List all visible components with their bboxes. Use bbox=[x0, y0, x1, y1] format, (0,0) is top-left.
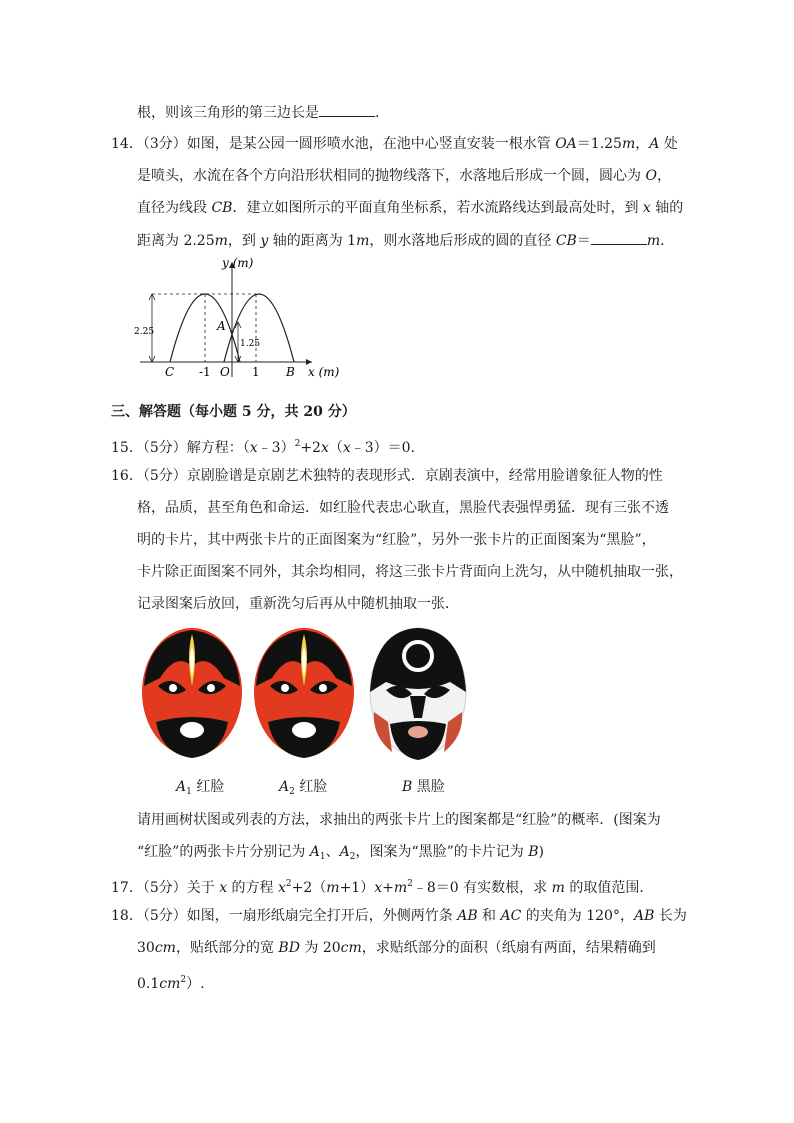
point-o-label: O bbox=[220, 365, 230, 379]
point-a-label: A bbox=[217, 319, 226, 333]
q14-line-4: 距离为 2.25m，到 y 轴的距离为 1m，则水落地后形成的圆的直径 CB＝ m． bbox=[137, 230, 674, 251]
q16-line-3: 明的卡片，其中两张卡片的正面图案为“红脸”，另外一张卡片的正面图案为“黑脸”， bbox=[137, 532, 656, 548]
question-score: （3分） bbox=[142, 136, 187, 152]
q16-line-4: 卡片除正面图案不同外，其余均相同，将这三张卡片背面向上洗匀，从中随机抽取一张， bbox=[137, 564, 683, 580]
q16-line-2: 格，品质，甚至角色和命运．如红脸代表忠心耿直，黑脸代表强悍勇猛．现有三张不透 bbox=[137, 500, 669, 516]
tick-1-label: 1 bbox=[252, 365, 260, 379]
q16-line-1: 16．（5分）京剧脸谱是京剧艺术独特的表现形式．京剧表演中，经常用脸谱象征人物的性 bbox=[111, 468, 663, 484]
tick-neg1-label: -1 bbox=[199, 365, 211, 379]
card-b-caption: B 黑脸 bbox=[402, 779, 445, 795]
answer-blank bbox=[591, 230, 647, 245]
q14-line-3: 直径为线段 CB．建立如图所示的平面直角坐标系，若水流路线达到最高处时，到 x 轴的 bbox=[137, 200, 684, 216]
pipe-label: 1.25 bbox=[240, 339, 261, 349]
section-3-title: 三、解答题（每小题 5 分，共 20 分） bbox=[111, 404, 356, 420]
left-parabola bbox=[170, 294, 240, 362]
q17-line: 17．（5分）关于 x 的方程 $x^2+2(m+1)x+m^2﹣8=0$ 有实数根，求 m 的取值范围． bbox=[111, 879, 654, 896]
q18-line-2: 30cm，贴纸部分的宽 BD 为 20cm，求贴纸部分的面积（纸扇有两面，结果精确到 bbox=[137, 940, 656, 956]
y-axis-label: y (m) bbox=[222, 256, 254, 270]
q13-text: 根，则该三角形的第三边长是 bbox=[137, 105, 319, 121]
question-score: （5分） bbox=[142, 468, 187, 484]
question-number: 17． bbox=[111, 880, 143, 896]
question-number: 18． bbox=[111, 908, 143, 924]
point-c-label: C bbox=[165, 365, 175, 379]
height-label: 2.25 bbox=[134, 327, 155, 337]
question-number: 15． bbox=[111, 440, 143, 456]
q16-after-line-2: “红脸”的两张卡片分别记为 $A_1$、$A_2$，图案为“黑脸”的卡片记为 B) bbox=[137, 844, 545, 862]
red-face-mask-2 bbox=[250, 626, 358, 762]
point-b-label: B bbox=[286, 365, 295, 379]
right-parabola bbox=[224, 294, 294, 362]
question-number: 16． bbox=[111, 468, 143, 484]
x-axis-label: x (m) bbox=[308, 365, 340, 379]
black-face-mask bbox=[366, 626, 470, 762]
question-score: （5分） bbox=[142, 880, 187, 896]
q14-line-2: 是喷头，水流在各个方向沿形状相同的抛物线落下，水落地后形成一个圆，圆心为 O， bbox=[137, 168, 671, 184]
q15-line: 15．（5分）解方程：（x﹣3）$^2$+2x（x﹣3）＝0． bbox=[111, 439, 425, 456]
answer-blank bbox=[319, 102, 375, 117]
q13-tail-line: 根，则该三角形的第三边长是 . bbox=[137, 102, 379, 123]
red-face-mask-1 bbox=[138, 626, 246, 762]
question-score: （5分） bbox=[142, 908, 187, 924]
q14-line-1: 14．（3分）如图，是某公园一圆形喷水池，在池中心竖直安装一根水管 OA＝1.25m，A 处 bbox=[111, 136, 678, 152]
question-number: 14． bbox=[111, 136, 143, 152]
card-a2-caption: $A_2$ 红脸 bbox=[279, 779, 328, 797]
question-score: （5分） bbox=[142, 440, 187, 456]
q16-after-line-1: 请用画树状图或列表的方法，求抽出的两张卡片上的图案都是“红脸”的概率．(图案为 bbox=[137, 812, 661, 828]
q18-line-1: 18．（5分）如图，一扇形纸扇完全打开后，外侧两竹条 AB 和 AC 的夹角为 120°，AB 长为 bbox=[111, 908, 687, 924]
q16-line-5: 记录图案后放回，重新洗匀后再从中随机抽取一张． bbox=[137, 596, 459, 612]
fountain-figure bbox=[130, 252, 350, 382]
q18-line-3: $0.1cm^2$）. bbox=[137, 975, 205, 992]
card-a1-caption: $A_1$ 红脸 bbox=[176, 779, 225, 797]
